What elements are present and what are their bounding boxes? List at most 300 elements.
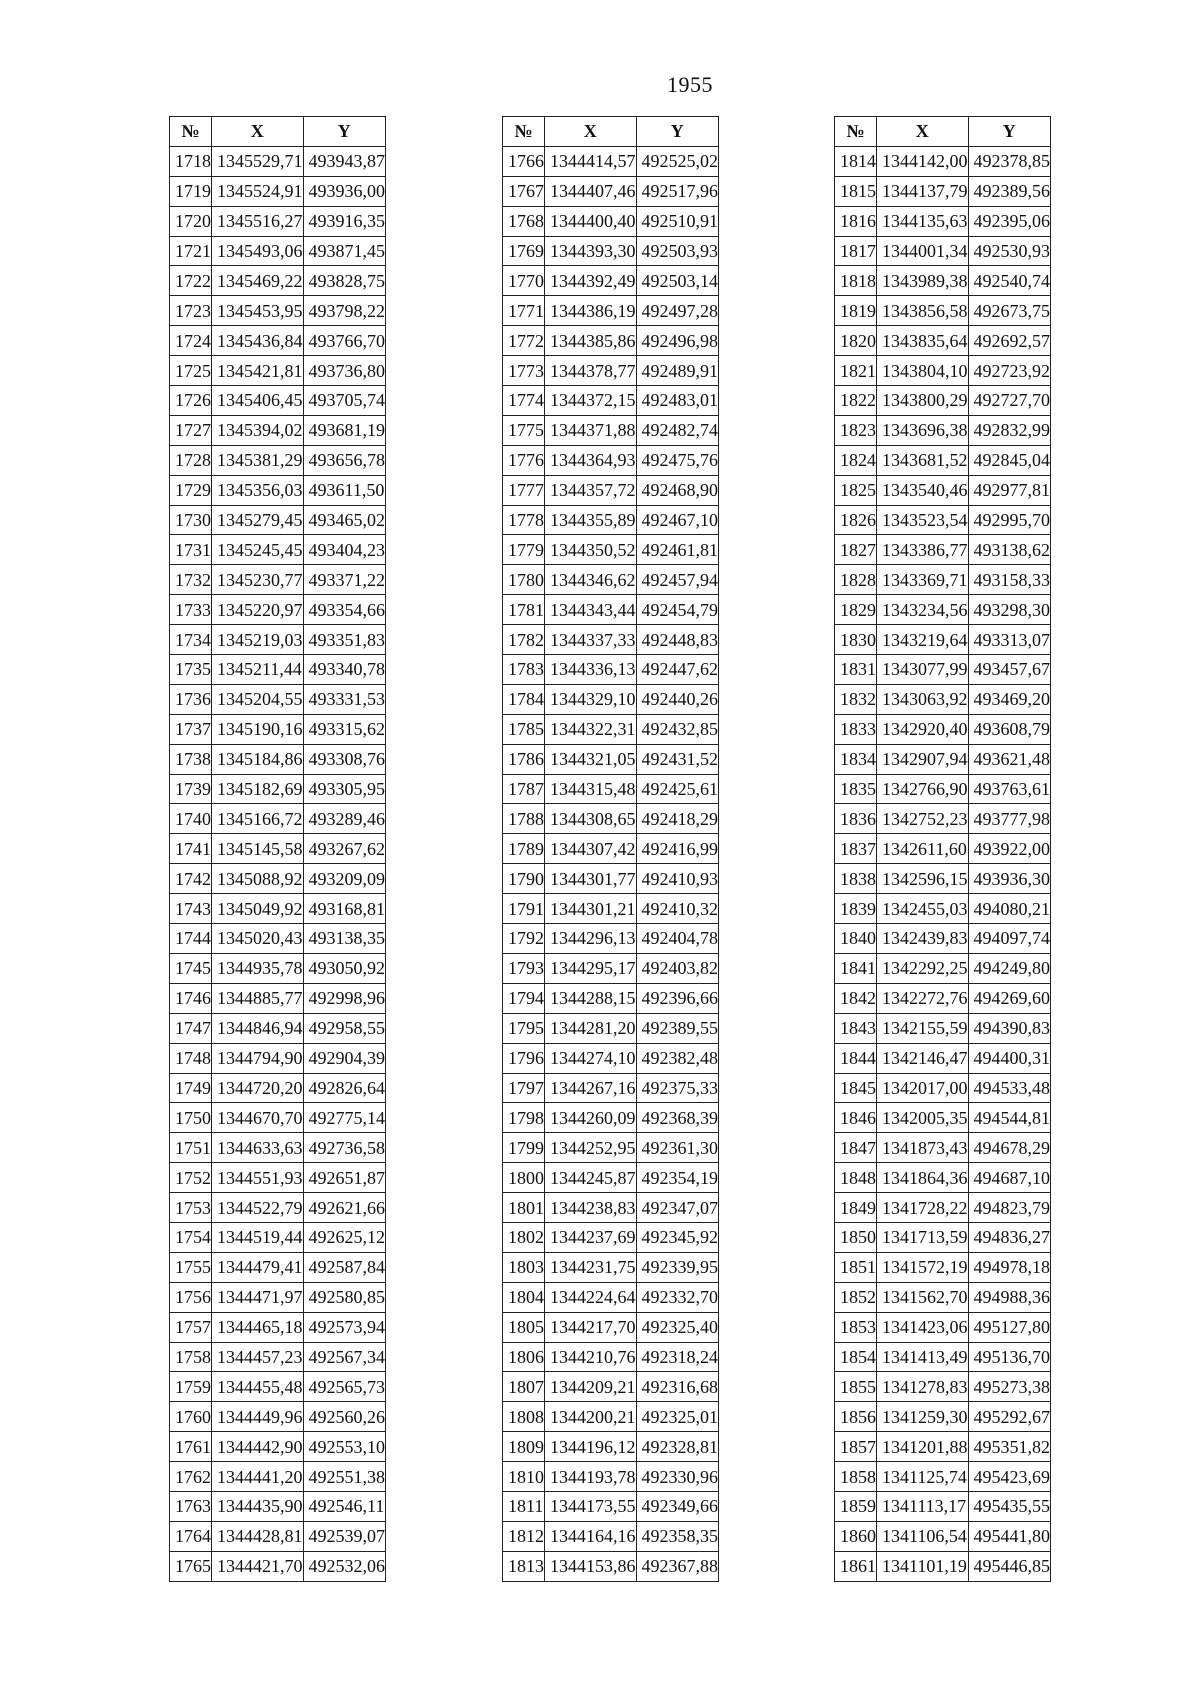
x-coordinate-cell: 1344245,87 [545,1163,637,1193]
point-number-cell: 1741 [170,834,212,864]
y-coordinate-cell: 492517,96 [636,176,719,206]
table-row [170,1342,386,1372]
point-number-cell: 1840 [835,924,877,954]
y-coordinate-cell: 492410,32 [636,894,719,924]
y-coordinate-cell: 492673,75 [968,296,1051,326]
x-coordinate-cell: 1345145,58 [212,834,304,864]
table-row [835,804,1051,834]
y-coordinate-cell: 493656,78 [303,445,386,475]
table-row [835,1043,1051,1073]
point-number-cell: 1749 [170,1073,212,1103]
table-row [503,176,719,206]
x-coordinate-cell: 1344442,90 [212,1432,304,1462]
x-coordinate-cell: 1344137,79 [877,176,969,206]
y-coordinate-cell: 493168,81 [303,894,386,924]
x-coordinate-cell: 1345220,97 [212,595,304,625]
y-coordinate-cell: 492432,85 [636,714,719,744]
y-coordinate-cell: 493621,48 [968,744,1051,774]
y-coordinate-cell: 493943,87 [303,146,386,176]
point-number-cell: 1785 [503,714,545,744]
point-number-cell: 1770 [503,266,545,296]
table-row [170,535,386,565]
x-coordinate-cell: 1344435,90 [212,1491,304,1521]
x-coordinate-cell: 1344465,18 [212,1312,304,1342]
point-number-cell: 1730 [170,505,212,535]
y-coordinate-cell: 492503,14 [636,266,719,296]
table-row [835,1432,1051,1462]
table-row [835,1521,1051,1551]
table-row [835,1193,1051,1223]
table-row [835,1222,1051,1252]
table-row [503,1133,719,1163]
table-row [835,774,1051,804]
table-row [835,176,1051,206]
point-number-cell: 1826 [835,505,877,535]
x-coordinate-cell: 1345529,71 [212,146,304,176]
y-coordinate-cell: 493681,19 [303,415,386,445]
x-coordinate-cell: 1344449,96 [212,1402,304,1432]
x-coordinate-cell: 1345184,86 [212,744,304,774]
point-number-cell: 1860 [835,1521,877,1551]
y-coordinate-cell: 492904,39 [303,1043,386,1073]
y-coordinate-cell: 493340,78 [303,655,386,685]
x-coordinate-cell: 1343077,99 [877,655,969,685]
y-coordinate-cell: 492998,96 [303,983,386,1013]
point-number-cell: 1774 [503,386,545,416]
y-coordinate-cell: 493313,07 [968,625,1051,655]
x-coordinate-cell: 1343681,52 [877,445,969,475]
point-number-cell: 1855 [835,1372,877,1402]
header-row [503,117,719,147]
y-coordinate-cell: 492382,48 [636,1043,719,1073]
x-coordinate-cell: 1344455,48 [212,1372,304,1402]
point-number-cell: 1784 [503,684,545,714]
point-number-cell: 1786 [503,744,545,774]
table-row [503,953,719,983]
point-number-cell: 1812 [503,1521,545,1551]
y-coordinate-cell: 492832,99 [968,415,1051,445]
x-coordinate-cell: 1343386,77 [877,535,969,565]
table-row [503,565,719,595]
y-coordinate-cell: 493305,95 [303,774,386,804]
point-number-cell: 1792 [503,924,545,954]
y-coordinate-cell: 492349,66 [636,1491,719,1521]
x-coordinate-cell: 1344301,21 [545,894,637,924]
x-coordinate-cell: 1344224,64 [545,1282,637,1312]
point-number-cell: 1800 [503,1163,545,1193]
x-coordinate-cell: 1344210,76 [545,1342,637,1372]
x-coordinate-cell: 1344200,21 [545,1402,637,1432]
x-coordinate-cell: 1344295,17 [545,953,637,983]
x-coordinate-cell: 1344885,77 [212,983,304,1013]
point-number-cell: 1844 [835,1043,877,1073]
x-coordinate-cell: 1344193,78 [545,1462,637,1492]
point-number-cell: 1817 [835,236,877,266]
x-coordinate-cell: 1342017,00 [877,1073,969,1103]
y-coordinate-cell: 493611,50 [303,475,386,505]
column-header-x: X [877,117,969,147]
y-coordinate-cell: 493354,66 [303,595,386,625]
point-number-cell: 1823 [835,415,877,445]
point-number-cell: 1856 [835,1402,877,1432]
table-row [835,1372,1051,1402]
y-coordinate-cell: 492539,07 [303,1521,386,1551]
y-coordinate-cell: 492567,34 [303,1342,386,1372]
table-row [835,894,1051,924]
table-row [835,505,1051,535]
x-coordinate-cell: 1345230,77 [212,565,304,595]
table-row [835,415,1051,445]
x-coordinate-cell: 1342920,40 [877,714,969,744]
y-coordinate-cell: 493469,20 [968,684,1051,714]
y-coordinate-cell: 493457,67 [968,655,1051,685]
point-number-cell: 1830 [835,625,877,655]
x-coordinate-cell: 1345088,92 [212,864,304,894]
point-number-cell: 1814 [835,146,877,176]
point-number-cell: 1828 [835,565,877,595]
y-coordinate-cell: 495127,80 [968,1312,1051,1342]
y-coordinate-cell: 493138,62 [968,535,1051,565]
y-coordinate-cell: 493315,62 [303,714,386,744]
y-coordinate-cell: 492403,82 [636,953,719,983]
x-coordinate-cell: 1342455,03 [877,894,969,924]
table-row [503,445,719,475]
table-row [835,1462,1051,1492]
point-number-cell: 1858 [835,1462,877,1492]
y-coordinate-cell: 492332,70 [636,1282,719,1312]
x-coordinate-cell: 1344670,70 [212,1103,304,1133]
y-coordinate-cell: 492389,56 [968,176,1051,206]
point-number-cell: 1810 [503,1462,545,1492]
y-coordinate-cell: 492416,99 [636,834,719,864]
y-coordinate-cell: 492525,02 [636,146,719,176]
table-row [835,1163,1051,1193]
x-coordinate-cell: 1345493,06 [212,236,304,266]
y-coordinate-cell: 492475,76 [636,445,719,475]
y-coordinate-cell: 492345,92 [636,1222,719,1252]
y-coordinate-cell: 492483,01 [636,386,719,416]
table-row [503,1342,719,1372]
table-row [835,744,1051,774]
x-coordinate-cell: 1343540,46 [877,475,969,505]
x-coordinate-cell: 1342596,15 [877,864,969,894]
y-coordinate-cell: 493371,22 [303,565,386,595]
table-row [503,625,719,655]
point-number-cell: 1779 [503,535,545,565]
x-coordinate-cell: 1344428,81 [212,1521,304,1551]
y-coordinate-cell: 492553,10 [303,1432,386,1462]
point-number-cell: 1735 [170,655,212,685]
point-number-cell: 1816 [835,206,877,236]
table-row [170,356,386,386]
x-coordinate-cell: 1344551,93 [212,1163,304,1193]
point-number-cell: 1778 [503,505,545,535]
x-coordinate-cell: 1341873,43 [877,1133,969,1163]
point-number-cell: 1755 [170,1252,212,1282]
point-number-cell: 1726 [170,386,212,416]
table-row [170,625,386,655]
x-coordinate-cell: 1344301,77 [545,864,637,894]
point-number-cell: 1803 [503,1252,545,1282]
x-coordinate-cell: 1341413,49 [877,1342,969,1372]
table-row [170,894,386,924]
table-row [503,505,719,535]
y-coordinate-cell: 494249,80 [968,953,1051,983]
table-row [503,146,719,176]
table-row [503,924,719,954]
x-coordinate-cell: 1344371,88 [545,415,637,445]
table-row [503,655,719,685]
y-coordinate-cell: 492587,84 [303,1252,386,1282]
point-number-cell: 1765 [170,1551,212,1581]
y-coordinate-cell: 493798,22 [303,296,386,326]
x-coordinate-cell: 1342155,59 [877,1013,969,1043]
y-coordinate-cell: 493871,45 [303,236,386,266]
table-row [835,834,1051,864]
x-coordinate-cell: 1343369,71 [877,565,969,595]
y-coordinate-cell: 492573,94 [303,1312,386,1342]
point-number-cell: 1763 [170,1491,212,1521]
table-row [503,236,719,266]
x-coordinate-cell: 1345436,84 [212,326,304,356]
y-coordinate-cell: 492325,01 [636,1402,719,1432]
table-row [503,1462,719,1492]
table-row [503,266,719,296]
x-coordinate-cell: 1344288,15 [545,983,637,1013]
point-number-cell: 1782 [503,625,545,655]
y-coordinate-cell: 492395,06 [968,206,1051,236]
x-coordinate-cell: 1343696,38 [877,415,969,445]
point-number-cell: 1795 [503,1013,545,1043]
y-coordinate-cell: 492532,06 [303,1551,386,1581]
x-coordinate-cell: 1345049,92 [212,894,304,924]
table-row [503,415,719,445]
point-number-cell: 1852 [835,1282,877,1312]
x-coordinate-cell: 1344231,75 [545,1252,637,1282]
y-coordinate-cell: 493298,30 [968,595,1051,625]
y-coordinate-cell: 492977,81 [968,475,1051,505]
x-coordinate-cell: 1344308,65 [545,804,637,834]
point-number-cell: 1781 [503,595,545,625]
x-coordinate-cell: 1344260,09 [545,1103,637,1133]
table-row [170,983,386,1013]
table-row [170,1193,386,1223]
coordinate-table-2 [502,116,719,1582]
table-row [835,684,1051,714]
table-row [503,1103,719,1133]
point-number-cell: 1788 [503,804,545,834]
column-header-x: X [545,117,637,147]
y-coordinate-cell: 493705,74 [303,386,386,416]
x-coordinate-cell: 1345406,45 [212,386,304,416]
x-coordinate-cell: 1343804,10 [877,356,969,386]
y-coordinate-cell: 492530,93 [968,236,1051,266]
x-coordinate-cell: 1344321,05 [545,744,637,774]
y-coordinate-cell: 493936,30 [968,864,1051,894]
y-coordinate-cell: 493465,02 [303,505,386,535]
table-row [503,1491,719,1521]
y-coordinate-cell: 492467,10 [636,505,719,535]
x-coordinate-cell: 1345020,43 [212,924,304,954]
table-row [503,1193,719,1223]
y-coordinate-cell: 492328,81 [636,1432,719,1462]
table-row [170,1013,386,1043]
table-row [835,953,1051,983]
x-coordinate-cell: 1341864,36 [877,1163,969,1193]
x-coordinate-cell: 1345245,45 [212,535,304,565]
y-coordinate-cell: 492354,19 [636,1163,719,1193]
table-row [170,296,386,326]
page-number: 1955 [667,72,713,97]
y-coordinate-cell: 494836,27 [968,1222,1051,1252]
point-number-cell: 1836 [835,804,877,834]
y-coordinate-cell: 492330,96 [636,1462,719,1492]
table-row [503,894,719,924]
table-row [170,595,386,625]
point-number-cell: 1854 [835,1342,877,1372]
table-row [170,744,386,774]
table-row [170,326,386,356]
table-row [503,1432,719,1462]
table-row [835,1282,1051,1312]
point-number-cell: 1789 [503,834,545,864]
x-coordinate-cell: 1344364,93 [545,445,637,475]
point-number-cell: 1721 [170,236,212,266]
x-coordinate-cell: 1342439,83 [877,924,969,954]
point-number-cell: 1824 [835,445,877,475]
y-coordinate-cell: 492496,98 [636,326,719,356]
y-coordinate-cell: 492457,94 [636,565,719,595]
y-coordinate-cell: 492995,70 [968,505,1051,535]
y-coordinate-cell: 492625,12 [303,1222,386,1252]
y-coordinate-cell: 494097,74 [968,924,1051,954]
point-number-cell: 1831 [835,655,877,685]
point-number-cell: 1843 [835,1013,877,1043]
point-number-cell: 1719 [170,176,212,206]
table-row [170,386,386,416]
x-coordinate-cell: 1344267,16 [545,1073,637,1103]
y-coordinate-cell: 492367,88 [636,1551,719,1581]
y-coordinate-cell: 493351,83 [303,625,386,655]
point-number-cell: 1821 [835,356,877,386]
y-coordinate-cell: 492368,39 [636,1103,719,1133]
point-number-cell: 1731 [170,535,212,565]
y-coordinate-cell: 493050,92 [303,953,386,983]
table-row [835,146,1051,176]
y-coordinate-cell: 493267,62 [303,834,386,864]
column-header-x: X [212,117,304,147]
x-coordinate-cell: 1344935,78 [212,953,304,983]
table-row [170,1073,386,1103]
x-coordinate-cell: 1341113,17 [877,1491,969,1521]
x-coordinate-cell: 1344378,77 [545,356,637,386]
x-coordinate-cell: 1342005,35 [877,1103,969,1133]
point-number-cell: 1750 [170,1103,212,1133]
y-coordinate-cell: 494678,29 [968,1133,1051,1163]
table-row [503,684,719,714]
point-number-cell: 1740 [170,804,212,834]
table-row [503,356,719,386]
x-coordinate-cell: 1344421,70 [212,1551,304,1581]
y-coordinate-cell: 492448,83 [636,625,719,655]
table-row [503,1402,719,1432]
table-row [835,1133,1051,1163]
table-row [170,1551,386,1581]
point-number-cell: 1846 [835,1103,877,1133]
x-coordinate-cell: 1344355,89 [545,505,637,535]
table-row [170,834,386,864]
table-row [170,1222,386,1252]
table-row [503,1043,719,1073]
y-coordinate-cell: 493404,23 [303,535,386,565]
table-row [503,1013,719,1043]
y-coordinate-cell: 492958,55 [303,1013,386,1043]
table-row [170,804,386,834]
x-coordinate-cell: 1344392,49 [545,266,637,296]
point-number-cell: 1832 [835,684,877,714]
point-number-cell: 1841 [835,953,877,983]
y-coordinate-cell: 495351,82 [968,1432,1051,1462]
header-row [835,117,1051,147]
x-coordinate-cell: 1344217,70 [545,1312,637,1342]
point-number-cell: 1756 [170,1282,212,1312]
x-coordinate-cell: 1344386,19 [545,296,637,326]
y-coordinate-cell: 492375,33 [636,1073,719,1103]
x-coordinate-cell: 1344519,44 [212,1222,304,1252]
x-coordinate-cell: 1344441,20 [212,1462,304,1492]
x-coordinate-cell: 1344296,13 [545,924,637,954]
table-row [170,505,386,535]
point-number-cell: 1847 [835,1133,877,1163]
point-number-cell: 1838 [835,864,877,894]
point-number-cell: 1834 [835,744,877,774]
y-coordinate-cell: 492347,07 [636,1193,719,1223]
x-coordinate-cell: 1344720,20 [212,1073,304,1103]
point-number-cell: 1762 [170,1462,212,1492]
x-coordinate-cell: 1344274,10 [545,1043,637,1073]
point-number-cell: 1742 [170,864,212,894]
table-row [503,1252,719,1282]
point-number-cell: 1787 [503,774,545,804]
x-coordinate-cell: 1345469,22 [212,266,304,296]
x-coordinate-cell: 1345219,03 [212,625,304,655]
x-coordinate-cell: 1344329,10 [545,684,637,714]
table-row [503,864,719,894]
y-coordinate-cell: 492318,24 [636,1342,719,1372]
table-row [503,1163,719,1193]
table-row [835,864,1051,894]
point-number-cell: 1850 [835,1222,877,1252]
table-row [170,206,386,236]
point-number-cell: 1776 [503,445,545,475]
point-number-cell: 1819 [835,296,877,326]
y-coordinate-cell: 492565,73 [303,1372,386,1402]
y-coordinate-cell: 492447,62 [636,655,719,685]
point-number-cell: 1815 [835,176,877,206]
x-coordinate-cell: 1344346,62 [545,565,637,595]
y-coordinate-cell: 494988,36 [968,1282,1051,1312]
point-number-cell: 1761 [170,1432,212,1462]
point-number-cell: 1845 [835,1073,877,1103]
coordinate-table-1 [169,116,386,1582]
x-coordinate-cell: 1344252,95 [545,1133,637,1163]
x-coordinate-cell: 1341201,88 [877,1432,969,1462]
point-number-cell: 1767 [503,176,545,206]
table-row [503,1551,719,1581]
point-number-cell: 1752 [170,1163,212,1193]
x-coordinate-cell: 1344209,21 [545,1372,637,1402]
table-row [503,1521,719,1551]
